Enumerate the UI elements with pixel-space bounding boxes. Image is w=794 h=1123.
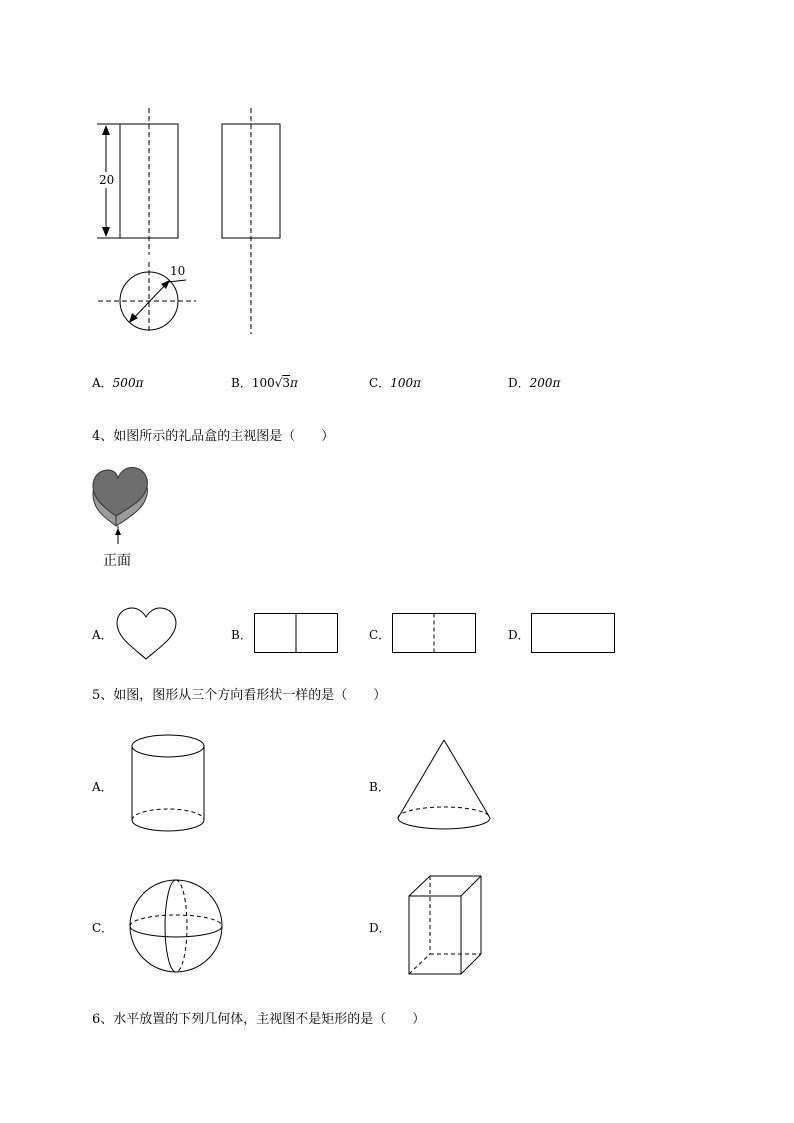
q5-option-d-cuboid[interactable] [405,873,487,979]
q4-front-label: 正面 [103,553,131,569]
q3-option-a-letter: A． [92,376,113,390]
q5-option-b-letter[interactable]: B． [369,780,390,794]
q3-height-label: 20 [99,173,115,187]
q5-option-b-cone[interactable] [394,736,494,834]
q3-option-b-prefix: 100 [251,376,275,390]
q3-option-b[interactable] [231,374,298,391]
q3-option-b-suffix: π [290,376,298,390]
q4-option-c-rectangle[interactable] [392,613,477,655]
q4-option-a-letter[interactable]: A． [92,628,113,642]
q3-option-c-value: 100π [390,376,421,390]
q5-option-c-letter[interactable]: C． [92,921,114,935]
q3-option-c[interactable] [369,374,421,391]
q4-option-b-rectangle[interactable] [254,613,339,655]
q3-option-d[interactable] [508,374,560,391]
q5-text: 5、如图，图形从三个方向看形状一样的是（ ） [92,688,387,703]
q3-option-b-letter: B． [231,376,252,390]
q3-diameter-label: 10 [170,264,186,278]
q4-gift-box-figure [88,464,158,554]
q5-option-d-letter[interactable]: D． [369,921,391,935]
q4-option-d-rectangle[interactable] [531,613,616,655]
sqrt-icon: √ [274,376,283,390]
q4-option-d-letter[interactable]: D． [508,628,530,642]
q5-option-c-sphere[interactable] [126,877,226,975]
q3-option-a[interactable] [92,374,143,391]
q6-text: 6、水平放置的下列几何体，主视图不是矩形的是（ ） [92,1012,426,1027]
q3-option-a-value: 500π [112,376,144,390]
q3-option-d-value: 200π [529,376,561,390]
q4-option-c-letter[interactable]: C． [369,628,391,642]
q3-side-view [222,108,280,334]
q5-option-a-cylinder[interactable] [128,732,210,836]
q5-option-a-letter[interactable]: A． [92,780,113,794]
q4-option-a-heart[interactable] [114,605,180,663]
q3-option-c-letter: C． [369,376,391,390]
q3-option-d-letter: D． [508,376,530,390]
q3-option-b-radicand: 3 [282,376,291,390]
q4-text: 4、如图所示的礼品盒的主视图是（ ） [92,429,335,444]
q4-option-b-letter[interactable]: B． [231,628,252,642]
